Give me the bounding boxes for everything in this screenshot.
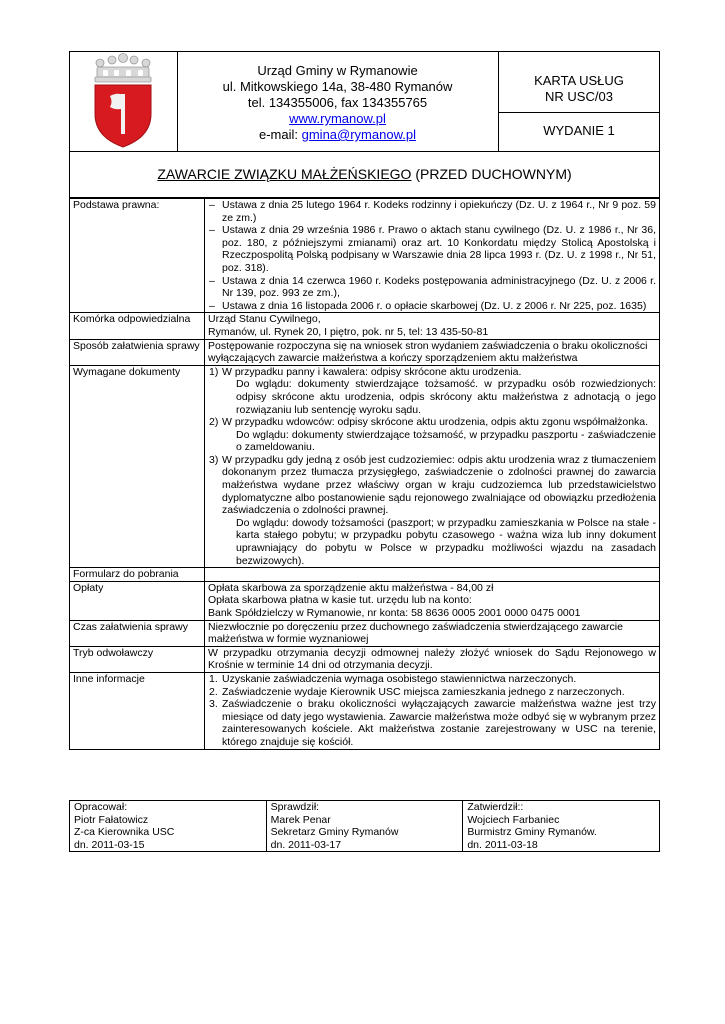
list-item: – Ustawa z dnia 29 września 1986 r. Prawo o aktach stanu cywilnego (Dz. U. z 1986 r., Nr 36, poz. 180, z późniejszymi zmianami) oraz art. 10 Konkordatu między Stolicą Apostolską i Rzeczpospolitą Polską podpisany w Warszawie dnia 28 lipca 1993 r. (Dz. U. z 1998 r., Nr 51, poz. 318).: [208, 224, 656, 274]
other-cell: [205, 672, 660, 749]
time-cell: Niezwłocznie po doręczeniu przez duchownego zaświadczenia stwierdzającego zawarcie małżeństwa w formie wyznaniowej: [205, 620, 660, 646]
office-name: Urząd Gminy w Rymanowie: [257, 63, 418, 78]
signature-label: Zatwierdził::: [467, 801, 524, 813]
approved-by-cell: [463, 801, 660, 852]
signature-date: dn. 2011-03-18: [467, 838, 538, 851]
email-line: [177, 127, 498, 143]
office-info: [177, 52, 499, 151]
checked-by-cell: [266, 801, 463, 852]
table-row: [70, 620, 660, 646]
bank-account: Bank Spółdzielczy w Rymanowie, nr konta: 58 8636 0005 2001 0000 0475 0001: [208, 607, 581, 619]
legal-basis-list: [208, 199, 656, 312]
fees-cell: [205, 581, 660, 620]
document-header: [69, 51, 660, 152]
table-row: [70, 199, 660, 313]
row-label: Opłaty: [70, 581, 205, 620]
signature-name: Marek Penar: [270, 813, 331, 826]
table-row: [70, 568, 660, 582]
title-suffix: (PRZED DUCHOWNYM): [411, 166, 572, 182]
title-main: ZAWARCIE ZWIĄZKU MAŁŻEŃSKIEGO: [157, 166, 412, 182]
office-address: ul. Mitkowskiego 14a, 38-480 Rymanów: [222, 79, 453, 94]
table-row: [70, 313, 660, 339]
card-number: NR USC/03: [545, 89, 613, 104]
fee-line: Opłata skarbowa płatna w kasie tut. urzędu lub na konto:: [208, 594, 472, 607]
signature-role: Burmistrz Gminy Rymanów.: [467, 826, 597, 839]
logo-cell: [70, 52, 178, 151]
table-row: [70, 801, 660, 852]
website-link[interactable]: www.rymanow.pl: [289, 111, 386, 126]
email-link[interactable]: gmina@rymanow.pl: [301, 127, 416, 142]
unit-line: Urząd Stanu Cywilnego,: [208, 313, 321, 326]
row-label: Podstawa prawna:: [70, 199, 205, 313]
list-item: 3) W przypadku gdy jedną z osób jest cudzoziemiec: odpis aktu urodzenia wraz z tłumaczeniem dokonanym przez tłumacza przysięgłego, zaświadczenie o zdolności prawnej do zawarcia małżeństwa wydane przez właściwy organ w kraju cudzoziemca lub przedstawicielstwo dyplomatyczne albo postanowienie sądu rejonowego zwalniające od obowiązku przedłożenia zaświadczenia o zdolności prawnej. Do wglądu: dowody tożsamości (paszport; w przypadku zamieszkania w Polsce na stałe - karta stałego pobytu; w przypadku pobytu czasowego - ważna wiza lub inny dokument uprawniający do pobytu w Polsce w przypadku możliwości wjazdu na zasadach bezwizowych).: [209, 453, 656, 567]
method-cell: Postępowanie rozpoczyna się na wniosek stron wydaniem zaświadczenia o braku okoliczności wyłączających zawarcie małżeństwa a kończy sporządzeniem aktu małżeństwa: [205, 339, 660, 365]
list-item: – Ustawa z dnia 14 czerwca 1960 r. Kodeks postępowania administracyjnego (Dz. U. z 2006 r. Nr 139, poz. 993 ze zm.),: [208, 275, 656, 300]
document-note: Do wglądu: dokumenty stwierdzające tożsamość. w przypadku osób rozwiedzionych: odpisy skrócone aktu urodzenia, odpis skrócony aktu małżeństwa z adnotacją o jego rozwiązaniu lub sentencję wyroku sądu.: [236, 378, 656, 416]
page-title: [69, 152, 660, 198]
list-item: 1. Uzyskanie zaświadczenia wymaga osobistego stawiennictwa narzeczonych.: [209, 672, 577, 685]
other-info-list: [208, 673, 656, 749]
row-label: Komórka odpowiedzialna: [70, 313, 205, 339]
row-label: Czas załatwienia sprawy: [70, 620, 205, 646]
fee-line: Opłata skarbowa za sporządzenie aktu małżeństwa - 84,00 zł: [208, 581, 494, 594]
signature-role: Sekretarz Gminy Rymanów: [270, 826, 399, 839]
documents-list: [208, 366, 656, 568]
signature-date: dn. 2011-03-15: [74, 838, 145, 851]
signature-name: Wojciech Farbaniec: [467, 813, 560, 826]
table-row: [70, 646, 660, 672]
row-label: Formularz do pobrania: [70, 568, 205, 582]
table-row: [70, 581, 660, 620]
unit-cell: [205, 313, 660, 339]
signature-label: Opracował:: [74, 801, 128, 813]
table-row: [70, 339, 660, 365]
card-title: KARTA USŁUG: [534, 73, 624, 88]
signature-date: dn. 2011-03-17: [270, 838, 342, 851]
document-note: Do wglądu: dokumenty stwierdzające tożsamość, w przypadku paszportu - zaświadczenie o zameldowaniu.: [236, 428, 656, 454]
row-label: Tryb odwoławczy: [70, 646, 205, 672]
service-table: [69, 198, 660, 750]
list-item: 1) W przypadku panny i kawalera: odpisy skrócone aktu urodzenia. Do wglądu: dokumenty stwierdzające tożsamość. w przypadku osób rozwiedzionych: odpisy skrócone aktu urodzenia, odpis skrócony aktu małżeństwa z adnotacją o jego rozwiązaniu lub sentencję wyroku sądu.: [209, 365, 656, 416]
prepared-by-cell: [70, 801, 267, 852]
email-label: e-mail:: [259, 127, 302, 142]
edition: WYDANIE 1: [543, 123, 615, 138]
row-label: Inne informacje: [70, 672, 205, 749]
table-row: [70, 672, 660, 749]
coat-of-arms-icon: [70, 52, 177, 151]
signature-table: [69, 800, 660, 852]
card-id: [499, 52, 659, 113]
forms-cell: [205, 568, 660, 582]
list-item: 3. Zaświadczenie o braku okoliczności wyłączających zawarcie małżeństwa ważne jest trzy miesiące od daty jego wystawienia. Zawarcie małżeństwa może odbyć się w wybranym przez zainteresowanych kościele. Akt małżeństwa zostanie zarejestrowany w USC na terenie, którego znajduje się kościół.: [209, 698, 656, 748]
signature-role: Z-ca Kierownika USC: [74, 826, 175, 839]
row-label: Sposób załatwienia sprawy: [70, 339, 205, 365]
office-phone: tel. 134355006, fax 134355765: [247, 95, 428, 110]
list-item: – Ustawa z dnia 25 lutego 1964 r. Kodeks rodzinny i opiekuńczy (Dz. U. z 1964 r., Nr 9 poz. 59 ze zm.): [208, 199, 656, 224]
signature-name: Piotr Fałatowicz: [74, 813, 149, 826]
legal-basis-cell: [205, 199, 660, 313]
table-row: [70, 365, 660, 568]
list-item: – Ustawa z dnia 16 listopada 2006 r. o opłacie skarbowej (Dz. U. z 2006 r. Nr 225, poz. 1635): [208, 300, 656, 313]
appeal-cell: W przypadku otrzymania decyzji odmownej należy złożyć wniosek do Sądu Rejonowego w Krośnie w terminie 14 dni od otrzymania decyzji.: [205, 646, 660, 672]
card-info: [499, 52, 659, 151]
signature-label: Sprawdził:: [270, 801, 320, 813]
unit-line: Rymanów, ul. Rynek 20, I piętro, pok. nr 5, tel: 13 435-50-81: [208, 325, 489, 338]
list-item: 2. Zaświadczenie wydaje Kierownik USC miejsca zamieszkania jednego z narzeczonych.: [209, 685, 625, 698]
row-label: Wymagane dokumenty: [70, 365, 205, 568]
document-note: Do wglądu: dowody tożsamości (paszport; w przypadku zamieszkania w Polsce na stałe - karta stałego pobytu; w przypadku pobytu czasowego - ważna wiza lub inny dokument uprawniający do pobytu w Polsce w przypadku możliwości wjazdu na zasadach bezwizowych).: [236, 516, 656, 567]
documents-cell: [205, 365, 660, 568]
list-item: 2) W przypadku wdowców: odpisy skrócone aktu urodzenia, odpis aktu zgonu współmałżonka. Do wglądu: dokumenty stwierdzające tożsamość, w przypadku paszportu - zaświadczenie o zameldowaniu.: [209, 416, 656, 454]
